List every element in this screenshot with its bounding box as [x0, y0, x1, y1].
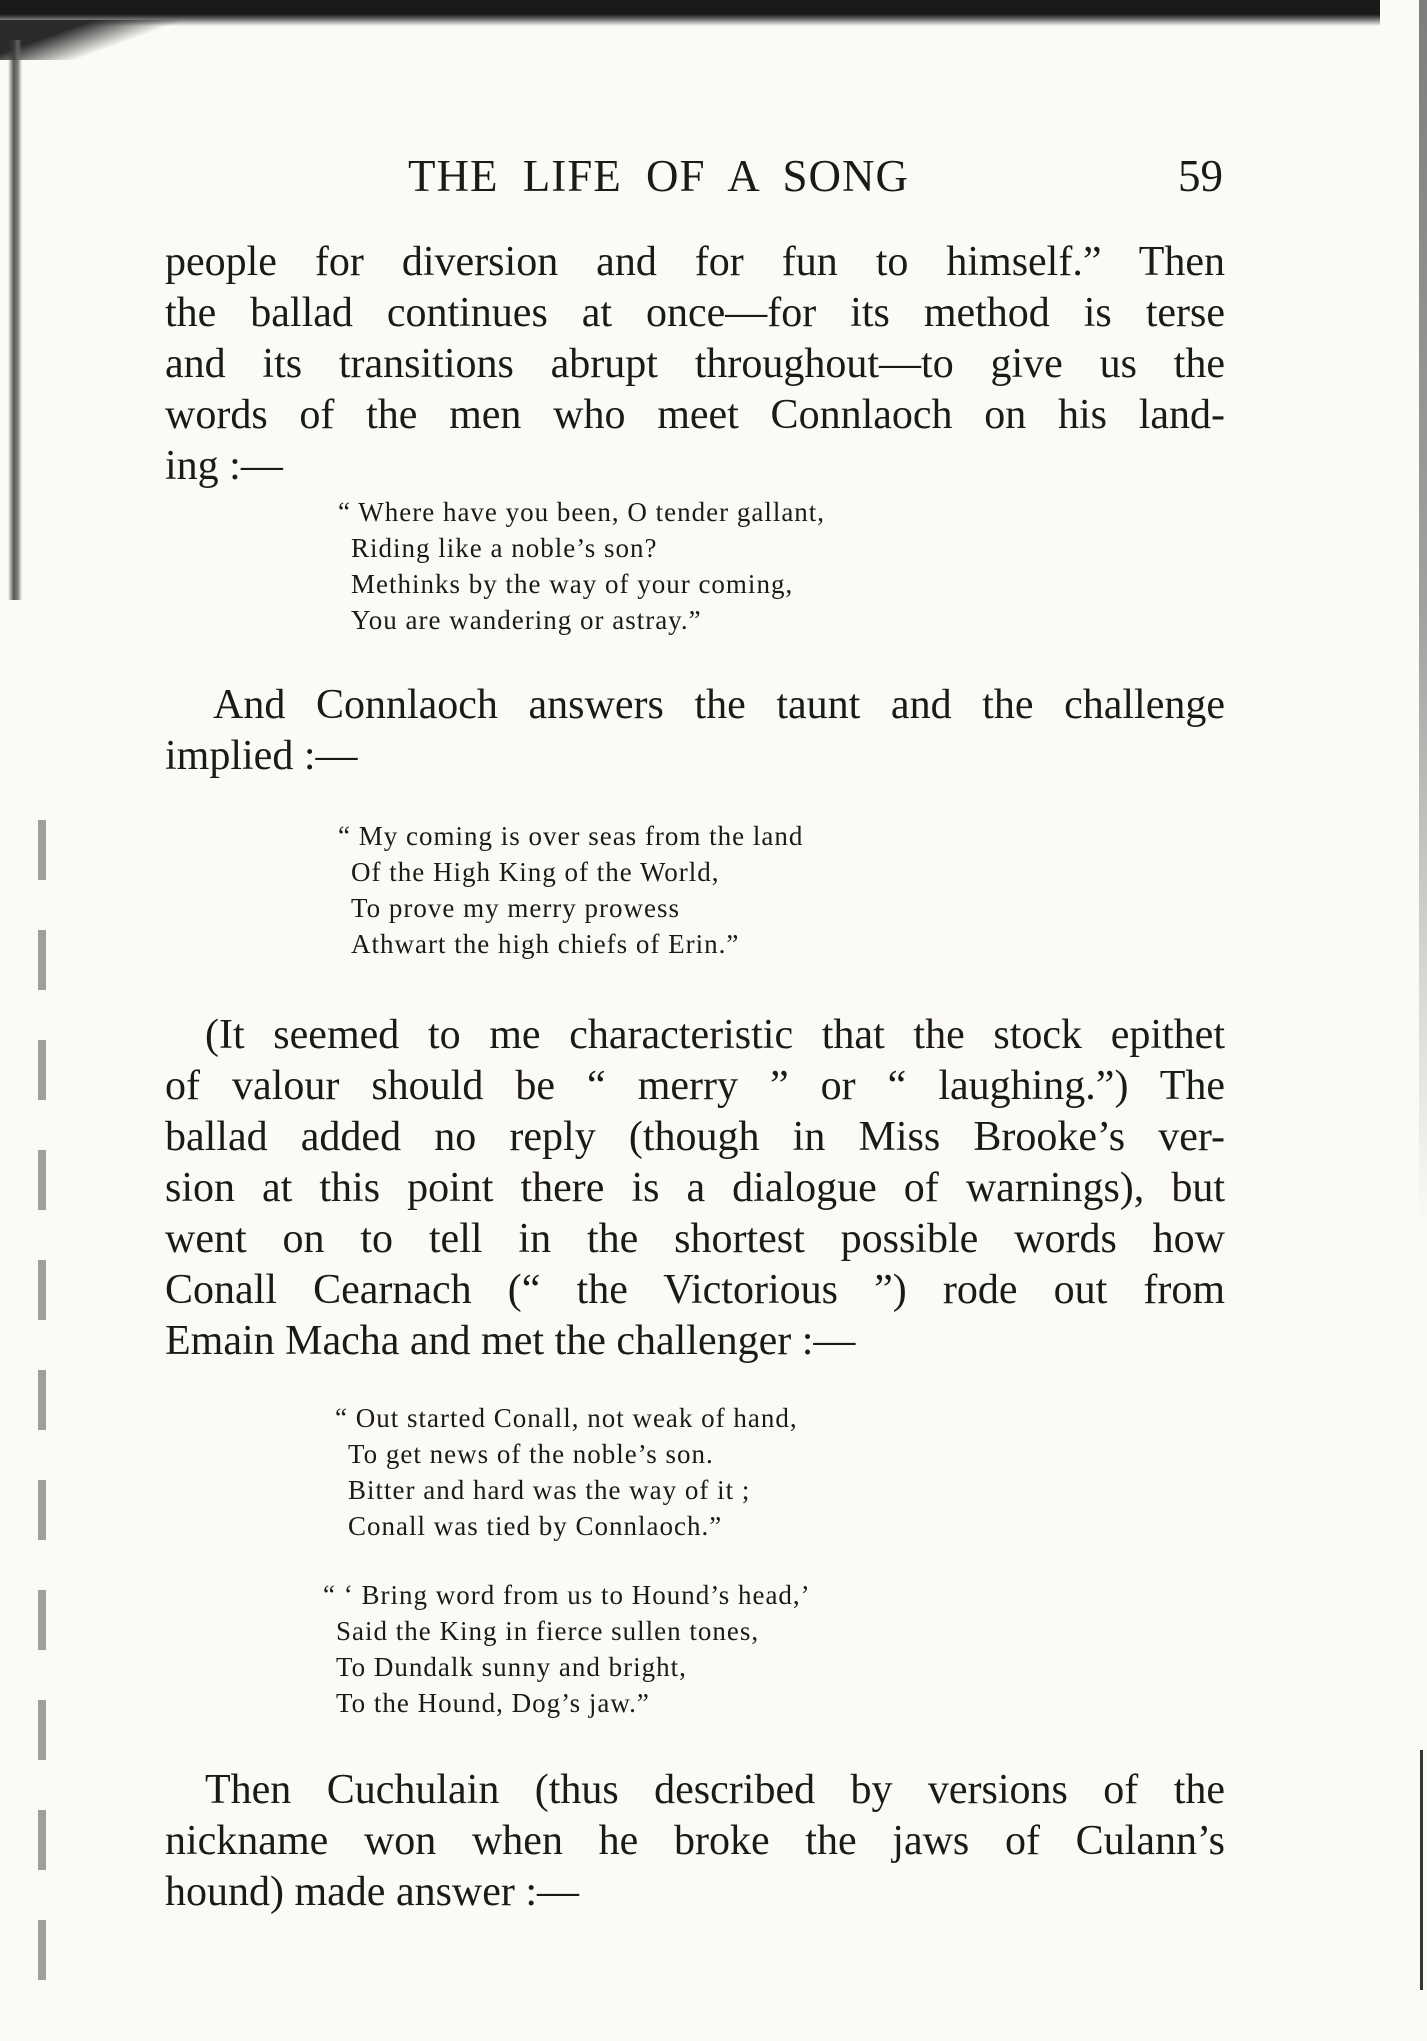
verse-1 [338, 494, 825, 638]
verse-line: Riding like a noble’s son? [351, 533, 658, 563]
paragraph-4 [165, 1765, 1225, 1918]
text-line: words of the men who meet Connlaoch on his land- [165, 392, 1225, 438]
verse-2 [338, 818, 803, 962]
text-line: Then Cuchulain (thus described by versions of the [205, 1767, 1225, 1813]
verse-4 [323, 1577, 811, 1721]
text-line: went on to tell in the shortest possible words how [165, 1216, 1225, 1262]
scan-corner-shadow [0, 20, 200, 60]
paragraph-3 [165, 1010, 1225, 1367]
page-header [408, 150, 1223, 210]
verse-line: Athwart the high chiefs of Erin.” [351, 929, 740, 959]
verse-line: “ ‘ Bring word from us to Hound’s head,’ [323, 1580, 811, 1610]
verse-line: Bitter and hard was the way of it ; [348, 1475, 751, 1505]
scan-right-edge [1419, 0, 1427, 2041]
verse-line: Said the King in fierce sullen tones, [336, 1616, 760, 1646]
verse-3 [335, 1400, 798, 1544]
verse-line: To get news of the noble’s son. [348, 1439, 714, 1469]
verse-line: “ Where have you been, O tender gallant, [338, 497, 826, 527]
running-title: THE LIFE OF A SONG [408, 151, 910, 201]
scan-top-edge [0, 0, 1380, 26]
text-line: and its transitions abrupt throughout—to give us the [165, 341, 1225, 387]
text-line: implied :— [165, 733, 358, 779]
verse-line: To Dundalk sunny and bright, [336, 1652, 687, 1682]
verse-line: You are wandering or astray.” [351, 605, 702, 635]
paragraph-2 [165, 680, 1225, 782]
scan-left-gutter [38, 820, 46, 2020]
text-line: sion at this point there is a dialogue of warnings), but [165, 1165, 1225, 1211]
scan-left-edge [8, 40, 22, 600]
verse-line: “ Out started Conall, not weak of hand, [335, 1403, 798, 1433]
text-line: ing :— [165, 443, 283, 489]
paragraph-1 [165, 237, 1225, 492]
text-line: And Connlaoch answers the taunt and the challenge [213, 682, 1225, 728]
verse-line: To the Hound, Dog’s jaw.” [336, 1688, 650, 1718]
text-line: nickname won when he broke the jaws of Culann’s [165, 1818, 1225, 1864]
text-line: (It seemed to me characteristic that the stock epithet [205, 1012, 1225, 1058]
verse-line: To prove my merry prowess [351, 893, 681, 923]
text-line: people for diversion and for fun to himself.” Then [165, 239, 1225, 285]
scan-right-line [1420, 1750, 1423, 1990]
text-line: Conall Cearnach (“ the Victorious ”) rode out from [165, 1267, 1225, 1313]
verse-line: Conall was tied by Connlaoch.” [348, 1511, 723, 1541]
verse-line: Of the High King of the World, [351, 857, 720, 887]
text-line: hound) made answer :— [165, 1869, 580, 1915]
text-line: Emain Macha and met the challenger :— [165, 1318, 856, 1364]
text-line: the ballad continues at once—for its method is terse [165, 290, 1225, 336]
text-line: of valour should be “ merry ” or “ laughing.”) The [165, 1063, 1225, 1109]
verse-line: Methinks by the way of your coming, [351, 569, 794, 599]
text-line: ballad added no reply (though in Miss Brooke’s ver- [165, 1114, 1225, 1160]
verse-line: “ My coming is over seas from the land [338, 821, 804, 851]
page-number: 59 [1178, 151, 1223, 201]
